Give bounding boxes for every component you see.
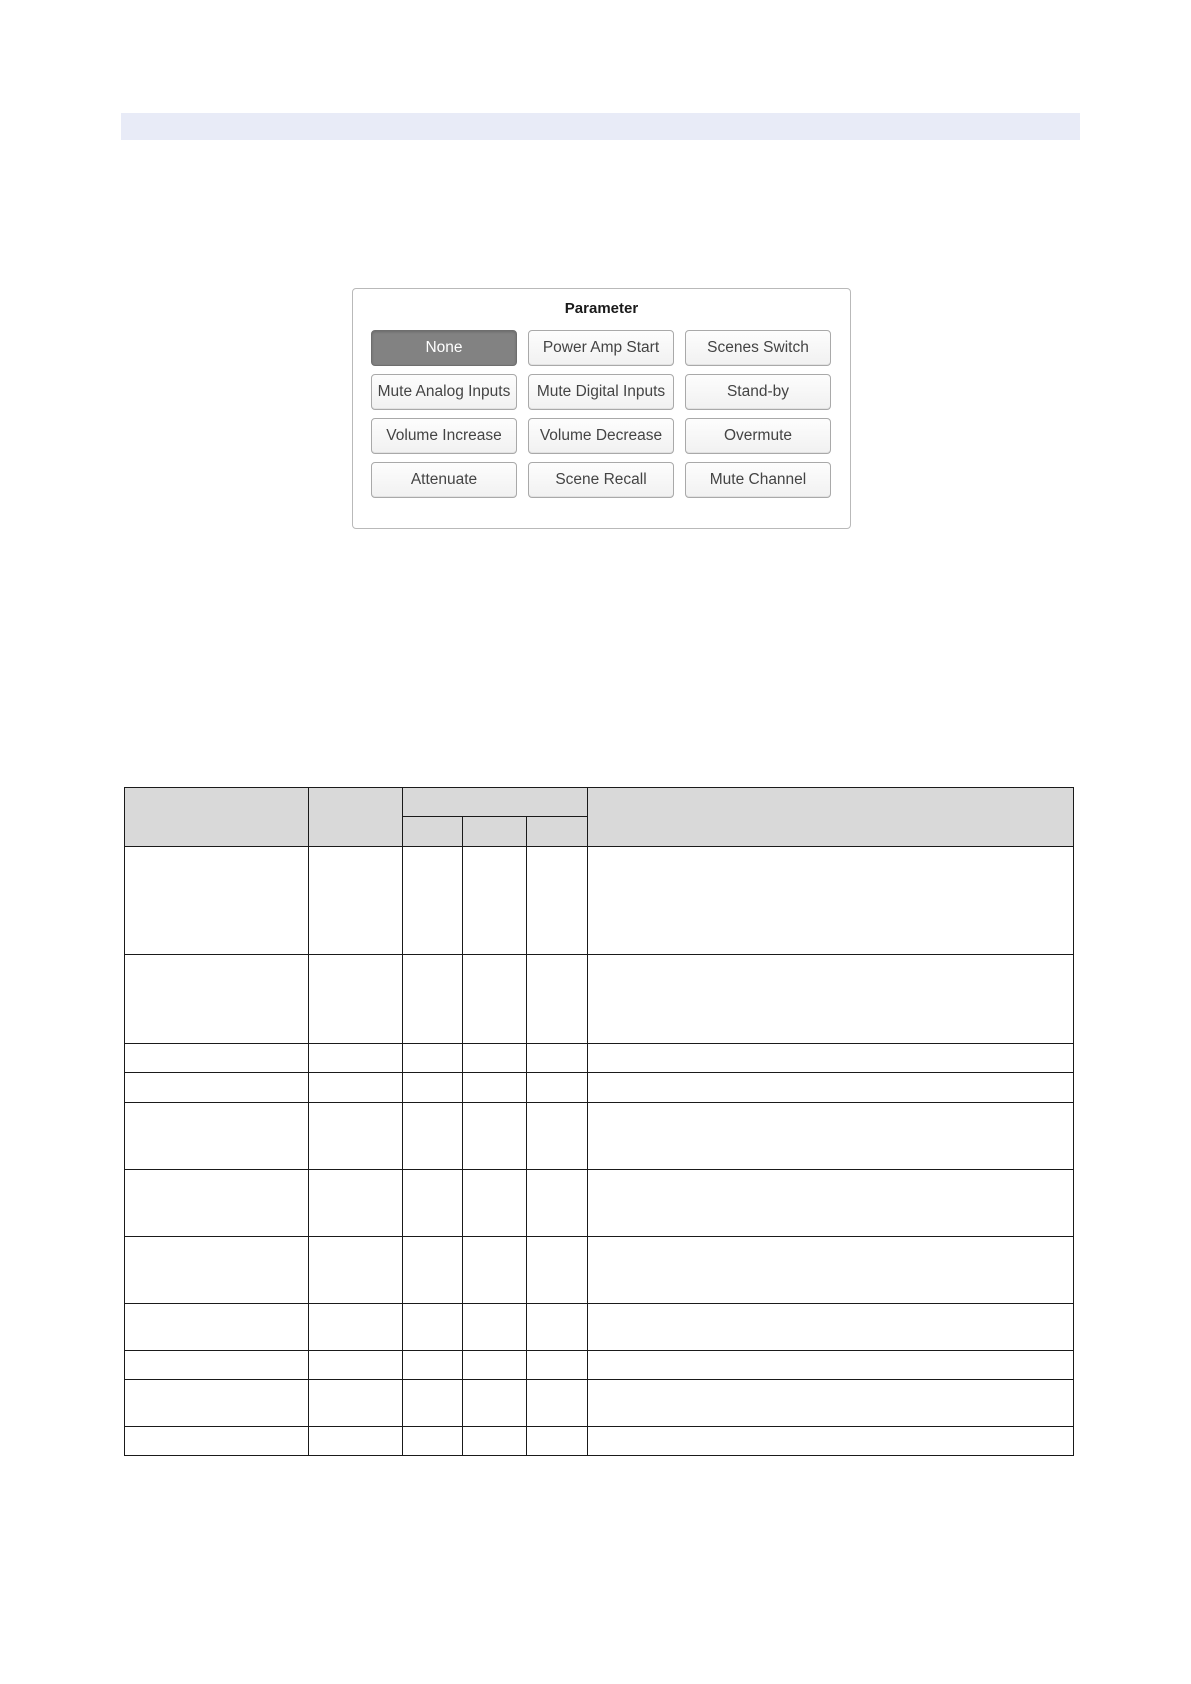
table-cell (125, 1170, 309, 1237)
table-row (125, 847, 1074, 955)
table-cell (403, 1351, 463, 1380)
table-cell (125, 1237, 309, 1304)
table-cell (403, 1044, 463, 1073)
option-mute-channel-button[interactable]: Mute Channel (685, 462, 831, 498)
table-cell (527, 1073, 588, 1103)
table-cell (403, 1170, 463, 1237)
option-attenuate-button[interactable]: Attenuate (371, 462, 517, 498)
table-row (125, 1427, 1074, 1456)
table-cell (403, 1380, 463, 1427)
table-cell (403, 847, 463, 955)
table-cell (309, 1103, 403, 1170)
table-cell (588, 1237, 1074, 1304)
table-cell (588, 955, 1074, 1044)
table-cell (125, 1427, 309, 1456)
table-header-row (125, 788, 1074, 817)
option-volume-increase-button[interactable]: Volume Increase (371, 418, 517, 454)
table-cell (527, 1380, 588, 1427)
table-cell (309, 847, 403, 955)
parameter-specification-table (124, 787, 1074, 1456)
table-cell (403, 1427, 463, 1456)
table-row (125, 1304, 1074, 1351)
table-cell (125, 1044, 309, 1073)
table-cell (309, 1073, 403, 1103)
table-cell (527, 1351, 588, 1380)
table-cell (527, 1170, 588, 1237)
table-row (125, 1170, 1074, 1237)
table-cell (125, 1073, 309, 1103)
table-header-cell (588, 788, 1074, 847)
table-cell (588, 1427, 1074, 1456)
table-cell (463, 1351, 527, 1380)
table-cell (463, 1073, 527, 1103)
table-cell (309, 1427, 403, 1456)
table-cell (588, 1380, 1074, 1427)
table-cell (309, 1170, 403, 1237)
option-mute-analog-inputs-button[interactable]: Mute Analog Inputs (371, 374, 517, 410)
table-subheader-cell (463, 817, 527, 847)
table-cell (588, 1103, 1074, 1170)
table-cell (588, 1044, 1074, 1073)
table-cell (588, 847, 1074, 955)
option-mute-digital-inputs-button[interactable]: Mute Digital Inputs (528, 374, 674, 410)
table-cell (527, 1304, 588, 1351)
table-cell (309, 1304, 403, 1351)
parameter-title: Parameter (564, 300, 639, 317)
table-cell (125, 1351, 309, 1380)
table-header-cell (309, 788, 403, 847)
table-header-cell (125, 788, 309, 847)
table-cell (309, 1237, 403, 1304)
table-cell (527, 1044, 588, 1073)
table-subheader-cell (403, 817, 463, 847)
section-header-band (121, 113, 1080, 140)
table-cell (588, 1170, 1074, 1237)
table-cell (527, 847, 588, 955)
table-cell (463, 847, 527, 955)
table-cell (125, 1103, 309, 1170)
table-cell (527, 1427, 588, 1456)
table-row (125, 1103, 1074, 1170)
table-cell (309, 1044, 403, 1073)
table-cell (125, 1380, 309, 1427)
table-row (125, 1044, 1074, 1073)
table-cell (463, 1103, 527, 1170)
table-cell (309, 955, 403, 1044)
table-cell (403, 1237, 463, 1304)
table-row (125, 1073, 1074, 1103)
table-row (125, 955, 1074, 1044)
table-row (125, 1237, 1074, 1304)
table-cell (463, 955, 527, 1044)
table-cell (527, 1103, 588, 1170)
table-cell (588, 1351, 1074, 1380)
option-overmute-button[interactable]: Overmute (685, 418, 831, 454)
table-cell (588, 1304, 1074, 1351)
option-scenes-switch-button[interactable]: Scenes Switch (685, 330, 831, 366)
table-cell (588, 1073, 1074, 1103)
table-header-cell (403, 788, 588, 817)
table-cell (403, 955, 463, 1044)
table-cell (463, 1237, 527, 1304)
table-cell (125, 955, 309, 1044)
table-cell (403, 1073, 463, 1103)
table-row (125, 1380, 1074, 1427)
option-volume-decrease-button[interactable]: Volume Decrease (528, 418, 674, 454)
parameter-options-grid (371, 330, 831, 498)
table-cell (125, 847, 309, 955)
table-cell (463, 1304, 527, 1351)
option-none-button[interactable]: None (371, 330, 517, 366)
option-stand-by-button[interactable]: Stand-by (685, 374, 831, 410)
table-row (125, 1351, 1074, 1380)
table-cell (463, 1380, 527, 1427)
table-cell (527, 955, 588, 1044)
table-cell (403, 1304, 463, 1351)
table-cell (463, 1044, 527, 1073)
parameter-panel (352, 288, 851, 529)
table-cell (463, 1170, 527, 1237)
table-cell (403, 1103, 463, 1170)
option-power-amp-start-button[interactable]: Power Amp Start (528, 330, 674, 366)
table-cell (125, 1304, 309, 1351)
table-cell (309, 1380, 403, 1427)
option-scene-recall-button[interactable]: Scene Recall (528, 462, 674, 498)
table-subheader-cell (527, 817, 588, 847)
table-cell (463, 1427, 527, 1456)
table-cell (309, 1351, 403, 1380)
table-cell (527, 1237, 588, 1304)
